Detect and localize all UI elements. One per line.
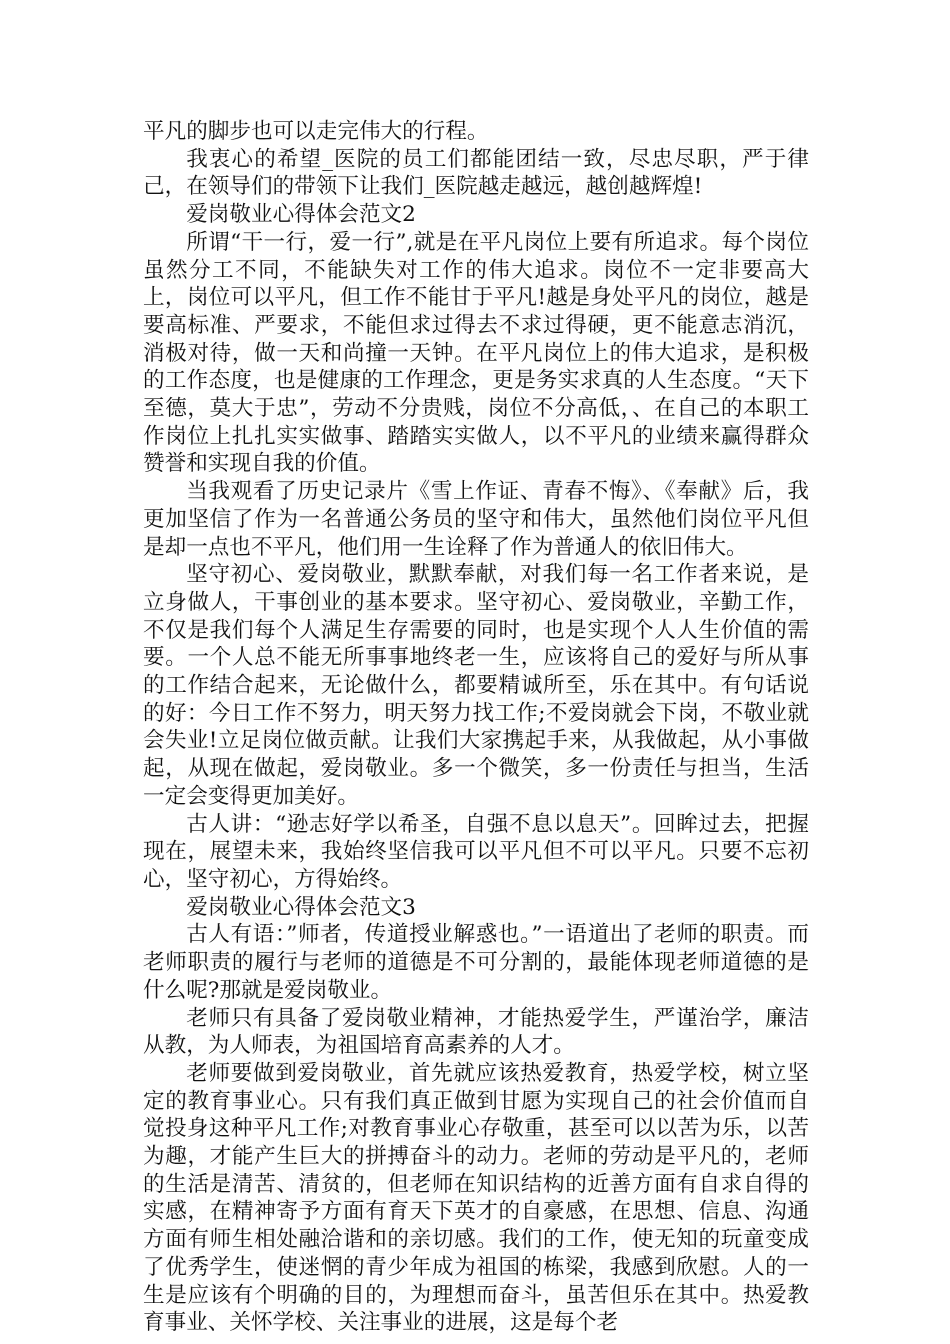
paragraph: 老师要做到爱岗敬业，首先就应该热爱教育，热爱学校，树立坚定的教育事业心。只有我们真正做到甘愿为实现自己的社会价值而自觉投身这种平凡工作;对教育事业心存敬重，甚至可以以苦为乐，以苦为趣，才能产生巨大的拼搏奋斗的动力。老师的劳动是平凡的，老师的生活是清苦、清贫的，但老师在知识结构的近善方面有自求自得的实感，在精神寄予方面有育天下英才的自豪感，在思想、信息、沟通方面有师生相处融洽谐和的亲切感。我们的工作，使无知的玩童变成了优秀学生，使迷惘的青少年成为祖国的栋梁，我感到欣慰。人的一生是应该有个明确的目的，为理想而奋斗，虽苦但乐在其中。热爱教育事业、关怀学校、关注事业的进展，这是每个老 bbox=[143, 1060, 809, 1336]
paragraph: 古人有语：”师者，传道授业解惑也。”一语道出了老师的职责。而老师职责的履行与老师的道德是不可分割的，最能体现老师道德的是什么呢?那就是爱岗敬业。 bbox=[143, 922, 809, 1003]
section-heading: 爱岗敬业心得体会范文3 bbox=[186, 894, 416, 920]
paragraph: 当我观看了历史记录片《雪上作证、青春不悔》、《奉献》后，我更加坚信了作为一名普通公务员的坚守和伟大，虽然他们岗位平凡但是却一点也不平凡，他们用一生诠释了作为普通人的依旧伟大。 bbox=[143, 479, 809, 560]
paragraph: 所谓“干一行，爱一行”,就是在平凡岗位上要有所追求。每个岗位虽然分工不同，不能缺失对工作的伟大追求。岗位不一定非要高大上，岗位可以平凡，但工作不能甘于平凡!越是身处平凡的岗位，越是要高标准、严要求，不能但求过得去不求过得硬，更不能意志消沉，消极对待，做一天和尚撞一天钟。在平凡岗位上的伟大追求，是积极的工作态度，也是健康的工作理念，更是务实求真的人生态度。“天下至德，莫大于忠”，劳动不分贵贱，岗位不分高低，、在自己的本职工作岗位上扎扎实实做事、踏踏实实做人，以不平凡的业绩来赢得群众赞誉和实现自我的价值。 bbox=[143, 229, 809, 477]
paragraph-continuation: 平凡的脚步也可以走完伟大的行程。 bbox=[143, 119, 489, 144]
page-body bbox=[143, 118, 809, 1337]
section-heading: 爱岗敬业心得体会范文2 bbox=[186, 202, 416, 228]
paragraph: 老师只有具备了爱岗敬业精神，才能热爱学生，严谨治学，廉洁从教，为人师表，为祖国培育高素养的人才。 bbox=[143, 1005, 809, 1059]
paragraph: 我衷心的希望_医院的员工们都能团结一致，尽忠尽职，严于律己，在领导们的带领下让我们_医院越走越远，越创越辉煌! bbox=[143, 146, 809, 200]
paragraph: 坚守初心、爱岗敬业，默默奉献，对我们每一名工作者来说，是立身做人，干事创业的基本要求。坚守初心、爱岗敬业，辛勤工作，不仅是我们每个人满足生存需要的同时，也是实现个人人生价值的需要。一个人总不能无所事事地终老一生，应该将自己的爱好与所从事的工作结合起来，无论做什么，都要精诚所至，乐在其中。有句话说的好：今日工作不努力，明天努力找工作;不爱岗就会下岗，不敬业就会失业!立足岗位做贡献。让我们大家携起手来，从我做起，从小事做起，从现在做起，爱岗敬业。多一个微笑，多一份责任与担当，生活一定会变得更加美好。 bbox=[143, 562, 809, 809]
paragraph: 古人讲：“逊志好学以希圣，自强不息以息天”。回眸过去，把握现在，展望未来，我始终坚信我可以平凡但不可以平凡。只要不忘初心，坚守初心，方得始终。 bbox=[143, 811, 809, 892]
